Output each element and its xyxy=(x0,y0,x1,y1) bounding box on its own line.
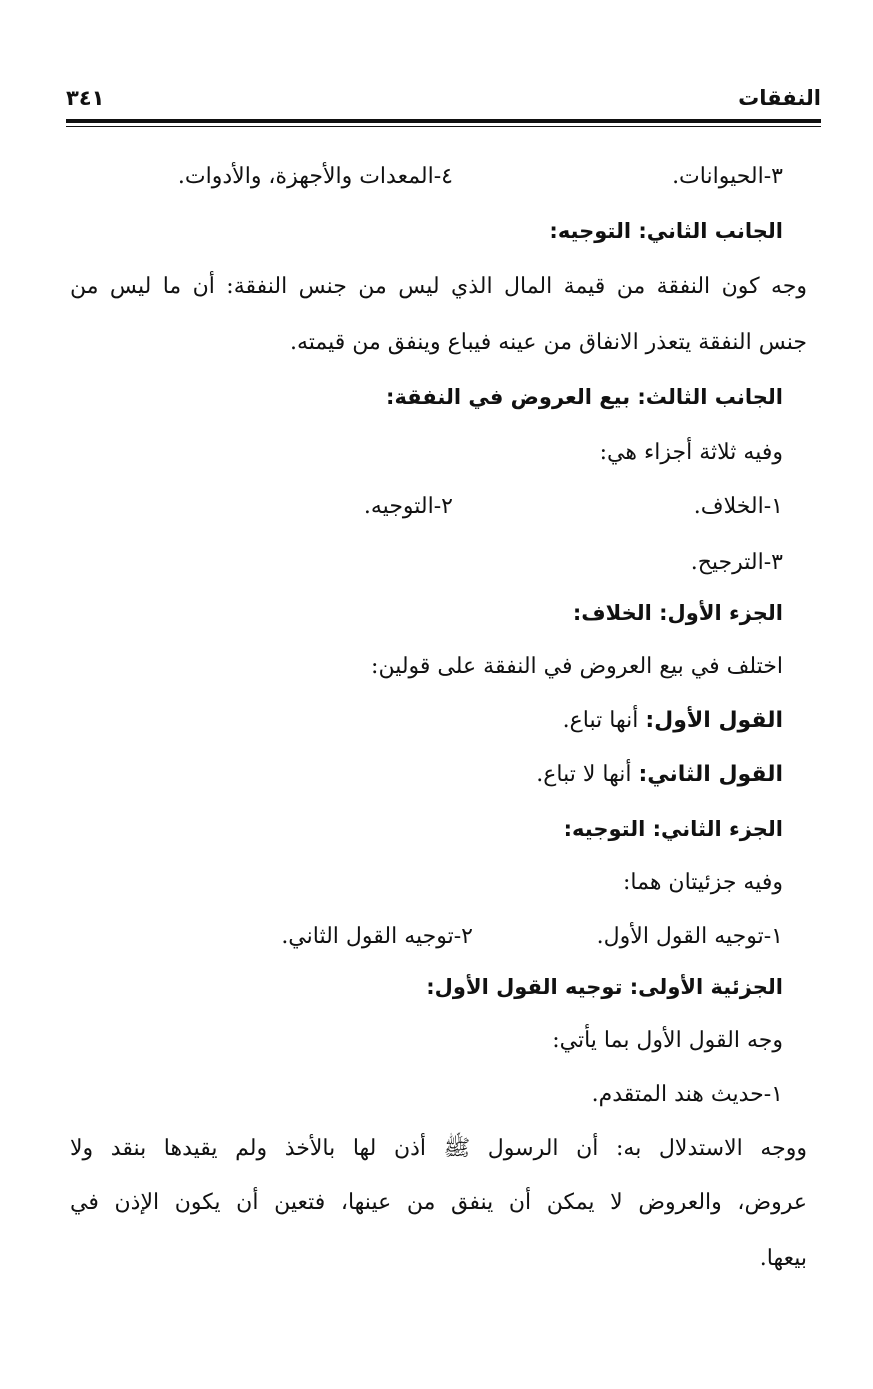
paragraph-line: جنس النفقة يتعذر الانفاق من عينه فيباع وينفق من قيمته. xyxy=(289,330,807,355)
opinion-label: القول الأول: xyxy=(645,708,783,733)
paragraph-line: بيعها. xyxy=(759,1246,807,1271)
paragraph-line: عروض، والعروض لا يمكن أن ينفق من عينها، فتعين أن يكون الإذن في xyxy=(70,1190,807,1215)
section-heading: الجانب الثالث: بيع العروض في النفقة: xyxy=(386,385,783,409)
section-heading: الجزء الأول: الخلاف: xyxy=(572,601,783,625)
list-item: ٤-المعدات والأجهزة، والأدوات. xyxy=(177,164,453,189)
paragraph-line: وجه كون النفقة من قيمة المال الذي ليس من جنس النفقة: أن ما ليس من xyxy=(70,274,807,299)
paragraph-line: وفيه جزئيتان هما: xyxy=(623,870,783,895)
section-heading: الجزئية الأولى: توجيه القول الأول: xyxy=(426,975,783,999)
list-item: ٣-الحيوانات. xyxy=(672,164,783,189)
opinion-text: أنها لا تباع. xyxy=(536,762,632,787)
header-rule-thick xyxy=(66,119,821,123)
opinion-line xyxy=(70,760,783,790)
opinion-line xyxy=(70,706,783,736)
paragraph-line: اختلف في بيع العروض في النفقة على قولين: xyxy=(371,654,783,679)
list-item: ١-حديث هند المتقدم. xyxy=(591,1082,783,1107)
opinion-text: أنها تباع. xyxy=(562,708,639,733)
paragraph-line: وفيه ثلاثة أجزاء هي: xyxy=(599,440,783,465)
section-heading: الجزء الثاني: التوجيه: xyxy=(563,817,783,841)
chapter-title: النفقات xyxy=(738,86,821,110)
list-item: ٢-توجيه القول الثاني. xyxy=(281,924,473,949)
list-item: ٢-التوجيه. xyxy=(363,494,453,519)
list-item: ٣-الترجيح. xyxy=(690,550,783,575)
list-item: ١-الخلاف. xyxy=(693,494,783,519)
running-header xyxy=(66,86,821,116)
opinion-label: القول الثاني: xyxy=(638,762,783,787)
list-item: ١-توجيه القول الأول. xyxy=(596,924,783,949)
header-rule-thin xyxy=(66,126,821,127)
paragraph-line: ووجه الاستدلال به: أن الرسول ﷺ أذن لها بالأخذ ولم يقيدها بنقد ولا xyxy=(70,1136,807,1161)
section-heading: الجانب الثاني: التوجيه: xyxy=(549,219,783,243)
page-number: ٣٤١ xyxy=(66,86,105,110)
paragraph-line: وجه القول الأول بما يأتي: xyxy=(552,1028,783,1053)
